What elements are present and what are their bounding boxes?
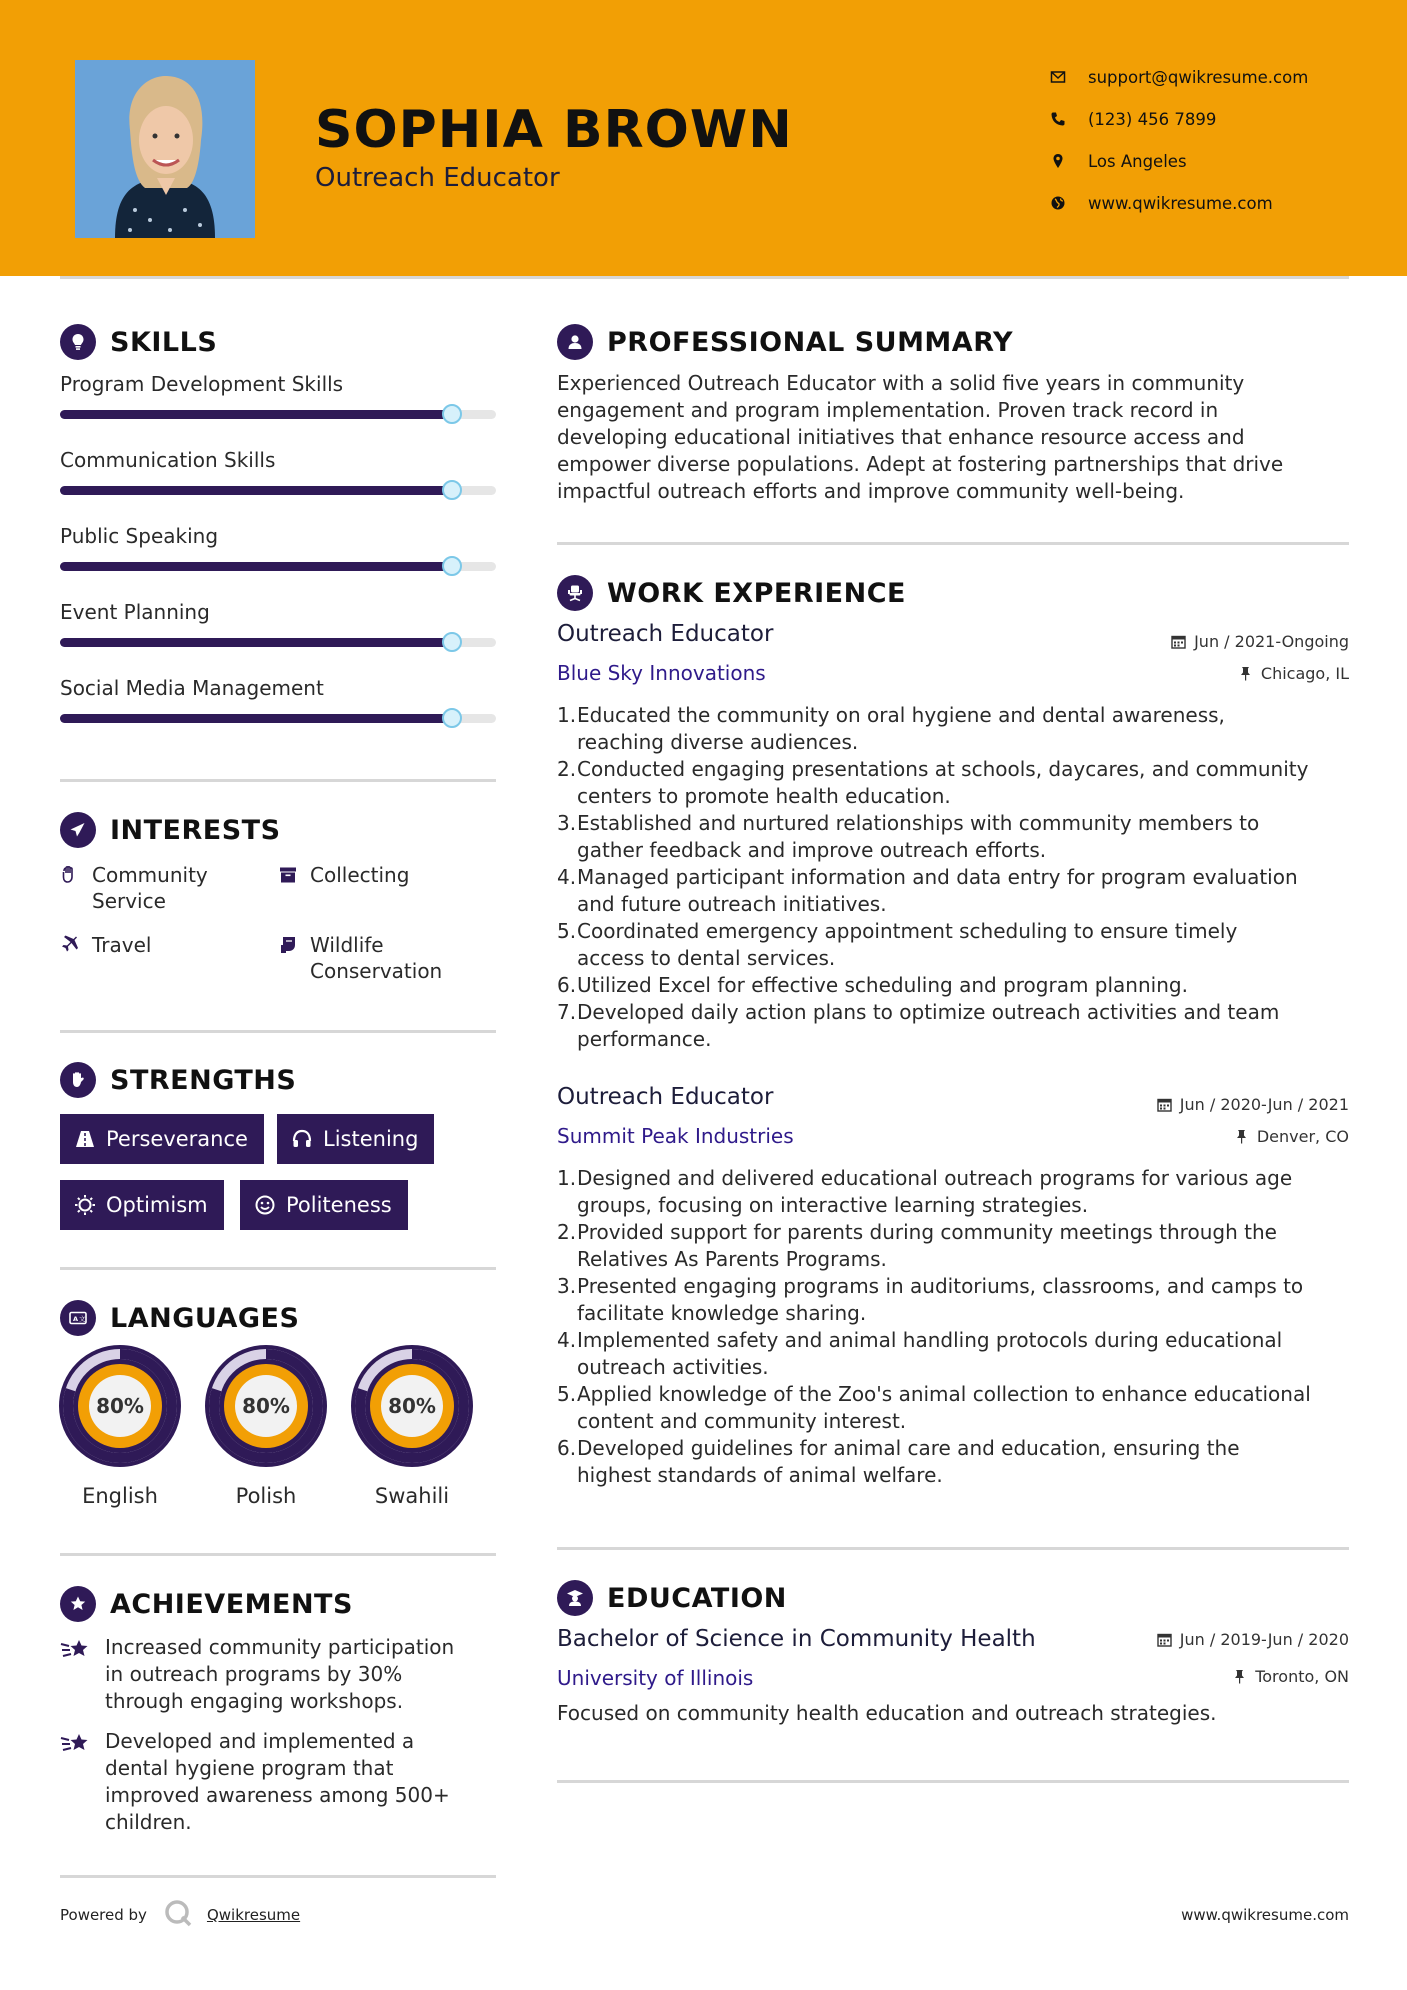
experience-divider (557, 1547, 1349, 1550)
skill-bar-knob (442, 632, 462, 652)
office-chair-icon (557, 575, 593, 611)
header-divider (60, 276, 1349, 279)
strength-politeness (240, 1180, 408, 1230)
duty-text: Utilized Excel for effective scheduling and program planning. (577, 973, 1188, 997)
summary-divider (557, 542, 1349, 545)
contact-phone-text: (123) 456 7899 (1088, 109, 1217, 129)
language-ring (350, 1344, 474, 1468)
duty-line (557, 999, 1357, 1026)
powered-by-text: Powered by (60, 1906, 147, 1924)
duty-text: Applied knowledge of the Zoo's animal collection to enhance educational (577, 1382, 1311, 1406)
languages-divider (60, 1553, 496, 1556)
duty-number (557, 1246, 575, 1273)
skill-bar-knob (442, 480, 462, 500)
language-percent: 80% (242, 1394, 290, 1418)
experience-heading (557, 575, 906, 611)
interest-wildlife-line1: Wildlife (310, 933, 384, 957)
duty-line (557, 756, 1357, 783)
job-2-company: Summit Peak Industries (557, 1124, 794, 1148)
footer-website[interactable]: www.qwikresume.com (1181, 1906, 1349, 1924)
skill-bar-knob (442, 404, 462, 424)
duty-line (557, 891, 1357, 918)
strengths-title: STRENGTHS (110, 1064, 297, 1096)
skill-bar-track (60, 410, 496, 419)
smile-icon (254, 1194, 276, 1216)
duty-text: performance. (577, 1027, 712, 1051)
skill-item (60, 600, 496, 624)
duty-line (557, 1381, 1357, 1408)
duty-text: Coordinated emergency appointment scheduling to ensure timely (577, 919, 1238, 943)
duty-line (557, 1462, 1357, 1489)
duty-text: outreach activities. (577, 1355, 769, 1379)
job-1-title: Outreach Educator (557, 621, 774, 647)
job-1-duties (557, 702, 1357, 1053)
languages-title: LANGUAGES (110, 1302, 300, 1334)
duty-number (557, 1300, 575, 1327)
achievement-item (60, 1634, 500, 1715)
pushpin-icon (1238, 666, 1253, 681)
summary-line: engagement and program implementation. Proven track record in (557, 398, 1219, 422)
strength-perseverance (60, 1114, 264, 1164)
contact-location (1050, 140, 1390, 182)
lightbulb-icon (60, 324, 96, 360)
skill-bar-knob (442, 708, 462, 728)
language-name: Polish (235, 1484, 297, 1508)
strength-optimism-label: Optimism (106, 1193, 208, 1217)
strength-optimism (60, 1180, 224, 1230)
interest-travel (60, 932, 151, 961)
job-1-dates (1171, 632, 1349, 651)
interest-wildlife-conservation (278, 932, 442, 984)
skill-bar-track (60, 562, 496, 571)
contact-email[interactable] (1050, 56, 1390, 98)
duty-number (557, 837, 575, 864)
job-2-dates-text: Jun / 2020-Jun / 2021 (1179, 1095, 1349, 1114)
skill-bar-track (60, 638, 496, 647)
job-2-dates (1157, 1095, 1349, 1114)
paper-plane-icon (60, 812, 96, 848)
duty-line (557, 702, 1357, 729)
duty-number: 3. (557, 811, 577, 835)
duty-text: Conducted engaging presentations at schools, daycares, and community (577, 757, 1309, 781)
calendar-icon (1171, 634, 1186, 649)
duty-number (557, 1026, 575, 1053)
job-2-title: Outreach Educator (557, 1084, 774, 1110)
duty-text: Relatives As Parents Programs. (577, 1247, 887, 1271)
duty-text: centers to promote health education. (577, 784, 951, 808)
summary-line: impactful outreach efforts and improve community well-being. (557, 479, 1185, 503)
duty-text: Managed participant information and data entry for program evaluation (577, 865, 1298, 889)
duty-text: access to dental services. (577, 946, 836, 970)
achievements-heading (60, 1586, 353, 1622)
duty-text: groups, focusing on interactive learning strategies. (577, 1193, 1089, 1217)
education-degree: Bachelor of Science in Community Health (557, 1626, 1036, 1652)
leaf-hand-icon (278, 932, 310, 961)
summary-line: Experienced Outreach Educator with a solid five years in community (557, 371, 1245, 395)
skill-label: Social Media Management (60, 676, 324, 700)
skill-item (60, 372, 496, 396)
skill-item (60, 524, 496, 548)
duty-number: 5. (557, 919, 577, 943)
job-1-dates-text: Jun / 2021-Ongoing (1194, 632, 1349, 651)
skill-bar-fill (60, 410, 452, 419)
duty-text: gather feedback and improve outreach efforts. (577, 838, 1047, 862)
interest-collecting (278, 862, 409, 891)
language-item (204, 1344, 328, 1508)
svg-text:A: A (73, 1315, 79, 1323)
duty-text: Presented engaging programs in auditoriums, classrooms, and camps to (577, 1274, 1304, 1298)
achievements-title: ACHIEVEMENTS (110, 1588, 353, 1620)
duty-text: highest standards of animal welfare. (577, 1463, 943, 1487)
strengths-divider (60, 1267, 496, 1270)
duty-line (557, 1246, 1357, 1273)
plane-icon (60, 932, 92, 961)
education-heading (557, 1580, 787, 1616)
language-item (350, 1344, 474, 1508)
job-1-company: Blue Sky Innovations (557, 661, 766, 685)
graduate-icon (557, 1580, 593, 1616)
road-icon (74, 1128, 96, 1150)
skill-label: Communication Skills (60, 448, 276, 472)
strength-listening (277, 1114, 434, 1164)
achievement-line: Developed and implemented a (105, 1729, 415, 1753)
job-1-location (1238, 664, 1349, 683)
interest-community-service-line1: Community (92, 863, 208, 887)
education-description: Focused on community health education and outreach strategies. (557, 1701, 1217, 1725)
skill-label: Program Development Skills (60, 372, 344, 396)
duty-text: facilitate knowledge sharing. (577, 1301, 867, 1325)
duty-line (557, 1165, 1357, 1192)
duty-line (557, 1327, 1357, 1354)
duty-number: 6. (557, 973, 577, 997)
duty-number: 6. (557, 1436, 577, 1460)
duty-number: 5. (557, 1382, 577, 1406)
skill-label: Event Planning (60, 600, 210, 624)
hand-icon (60, 862, 92, 891)
summary-title: PROFESSIONAL SUMMARY (607, 326, 1014, 358)
education-school: University of Illinois (557, 1666, 754, 1690)
candidate-title: Outreach Educator (315, 163, 560, 193)
duty-line (557, 1354, 1357, 1381)
duty-number: 2. (557, 757, 577, 781)
education-divider (557, 1780, 1349, 1783)
duty-line (557, 783, 1357, 810)
interests-title: INTERESTS (110, 814, 281, 846)
duty-text: Developed guidelines for animal care and education, ensuring the (577, 1436, 1240, 1460)
summary-text (557, 370, 1357, 505)
svg-text:文: 文 (79, 1315, 86, 1323)
skills-heading (60, 324, 217, 360)
duty-number: 4. (557, 1328, 577, 1352)
duty-number: 7. (557, 1000, 577, 1024)
education-dates (1157, 1630, 1349, 1649)
education-location (1232, 1667, 1349, 1686)
location-pin-icon (1050, 153, 1088, 169)
duty-number (557, 1192, 575, 1219)
strength-perseverance-label: Perseverance (106, 1127, 248, 1151)
education-location-text: Toronto, ON (1255, 1667, 1349, 1686)
languages-heading (60, 1300, 299, 1336)
star-badge-icon (60, 1586, 96, 1622)
duty-text: Educated the community on oral hygiene and dental awareness, (577, 703, 1225, 727)
achievement-line: Increased community participation (105, 1635, 455, 1659)
job-1-location-text: Chicago, IL (1260, 664, 1349, 683)
duty-text: content and community interest. (577, 1409, 907, 1433)
skill-bar-fill (60, 562, 452, 571)
skill-item (60, 448, 496, 472)
job-2-location-text: Denver, CO (1256, 1127, 1349, 1146)
skill-bar-fill (60, 486, 452, 495)
language-item (58, 1344, 182, 1508)
duty-number (557, 1462, 575, 1489)
duty-number (557, 1354, 575, 1381)
shooting-star-icon (60, 1634, 105, 1715)
duty-line (557, 1273, 1357, 1300)
language-percent: 80% (96, 1394, 144, 1418)
achievement-line: through engaging workshops. (105, 1689, 404, 1713)
achievements-divider (60, 1875, 496, 1878)
duty-number (557, 729, 575, 756)
duty-number: 1. (557, 703, 577, 727)
pushpin-icon (1232, 1669, 1247, 1684)
duty-line (557, 1026, 1357, 1053)
duty-line (557, 729, 1357, 756)
pushpin-icon (1234, 1129, 1249, 1144)
duty-number: 3. (557, 1274, 577, 1298)
fist-icon (60, 1062, 96, 1098)
interests-divider (60, 1030, 496, 1033)
skill-bar-fill (60, 638, 452, 647)
duty-number: 2. (557, 1220, 577, 1244)
duty-line (557, 837, 1357, 864)
strength-listening-label: Listening (323, 1127, 419, 1151)
duty-line (557, 1192, 1357, 1219)
duty-number (557, 783, 575, 810)
duty-line (557, 810, 1357, 837)
duty-text: Established and nurtured relationships with community members to (577, 811, 1260, 835)
job-2-duties (557, 1165, 1357, 1489)
duty-text: Designed and delivered educational outreach programs for various age (577, 1166, 1293, 1190)
skill-bar-track (60, 486, 496, 495)
duty-number: 1. (557, 1166, 577, 1190)
contact-website[interactable] (1050, 182, 1390, 224)
language-name: English (82, 1484, 158, 1508)
summary-line: empower diverse populations. Adept at fostering partnerships that drive (557, 452, 1284, 476)
phone-icon (1050, 111, 1088, 127)
duty-text: Provided support for parents during community meetings through the (577, 1220, 1277, 1244)
language-card-icon (60, 1300, 96, 1336)
envelope-icon (1050, 69, 1088, 85)
language-ring (58, 1344, 182, 1468)
archive-icon (278, 862, 310, 891)
duty-line (557, 864, 1357, 891)
duty-line (557, 945, 1357, 972)
strengths-heading (60, 1062, 296, 1098)
user-icon (557, 324, 593, 360)
interest-wildlife-line2: Conservation (310, 959, 443, 983)
candidate-name: SOPHIA BROWN (315, 100, 793, 160)
qwikresume-link[interactable]: Qwikresume (206, 1906, 301, 1924)
summary-heading (557, 324, 1013, 360)
skill-bar-knob (442, 556, 462, 576)
calendar-icon (1157, 1097, 1172, 1112)
achievement-line: improved awareness among 500+ (105, 1783, 450, 1807)
sun-icon (74, 1194, 96, 1216)
contact-website-text: www.qwikresume.com (1088, 193, 1273, 213)
interest-travel-line1: Travel (92, 933, 152, 957)
headphones-icon (291, 1128, 313, 1150)
contact-location-text: Los Angeles (1088, 151, 1187, 171)
interest-community-service (60, 862, 208, 914)
shooting-star-icon (60, 1728, 105, 1836)
globe-icon (1050, 195, 1088, 211)
contact-email-text: support@qwikresume.com (1088, 67, 1309, 87)
profile-photo (75, 60, 255, 238)
language-name: Swahili (374, 1484, 450, 1508)
achievement-line: dental hygiene program that (105, 1756, 394, 1780)
duty-line (557, 1219, 1357, 1246)
duty-number (557, 1408, 575, 1435)
duty-text: Developed daily action plans to optimize outreach activities and team (577, 1000, 1280, 1024)
skills-divider (60, 779, 496, 782)
duty-number: 4. (557, 865, 577, 889)
duty-number (557, 945, 575, 972)
duty-text: Implemented safety and animal handling protocols during educational (577, 1328, 1283, 1352)
experience-title: WORK EXPERIENCE (607, 577, 906, 609)
education-title: EDUCATION (607, 1582, 787, 1614)
interest-collecting-line1: Collecting (310, 863, 410, 887)
qwikresume-logo-icon (163, 1898, 193, 1932)
duty-text: and future outreach initiatives. (577, 892, 887, 916)
duty-line (557, 1300, 1357, 1327)
resume-header (0, 0, 1407, 276)
duty-line (557, 918, 1357, 945)
language-ring (204, 1344, 328, 1468)
achievement-line: children. (105, 1810, 192, 1834)
duty-number (557, 891, 575, 918)
calendar-icon (1157, 1632, 1172, 1647)
skill-label: Public Speaking (60, 524, 219, 548)
achievement-line: in outreach programs by 30% (105, 1662, 403, 1686)
strength-politeness-label: Politeness (286, 1193, 392, 1217)
interest-community-service-line2: Service (92, 889, 166, 913)
skill-bar-fill (60, 714, 452, 723)
language-percent: 80% (388, 1394, 436, 1418)
education-dates-text: Jun / 2019-Jun / 2020 (1179, 1630, 1349, 1649)
summary-line: developing educational initiatives that enhance resource access and (557, 425, 1245, 449)
footer-powered-by (60, 1898, 300, 1932)
duty-line (557, 1408, 1357, 1435)
contact-list (1050, 56, 1390, 224)
contact-phone[interactable] (1050, 98, 1390, 140)
duty-line (557, 1435, 1357, 1462)
skills-title: SKILLS (110, 326, 218, 358)
duty-line (557, 972, 1357, 999)
achievement-item (60, 1728, 500, 1836)
job-2-location (1234, 1127, 1349, 1146)
interests-heading (60, 812, 281, 848)
skill-item (60, 676, 496, 700)
duty-text: reaching diverse audiences. (577, 730, 859, 754)
skill-bar-track (60, 714, 496, 723)
